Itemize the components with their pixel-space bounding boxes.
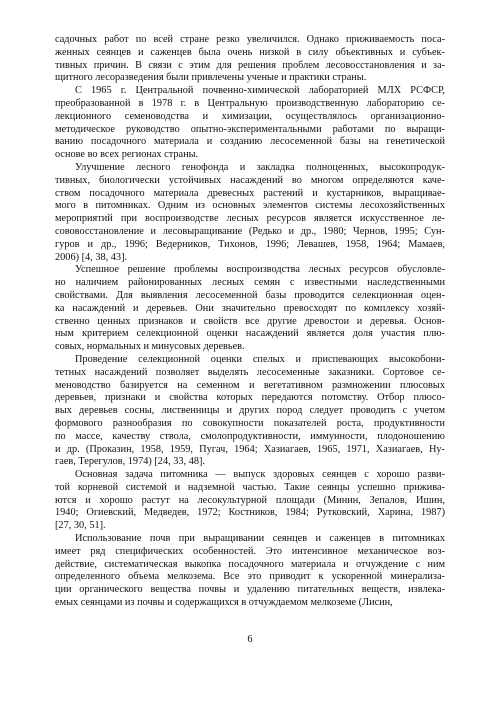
text-line: и др. (Проказин, 1958, 1959, Пугач, 1964; Хазиагаев, 1965, 1971, Хазиагаев, Ну- [55, 443, 445, 455]
text-line: 2006) [4, 38, 43]. [55, 251, 128, 263]
text-line: лекционного семеноводства и химизации, осуществлялось организационно- [55, 110, 445, 122]
text-line: гуров и др., 1996; Ведерников, Тихонов, 1996; Левашев, 1958, 1964; Мамаев, [55, 238, 445, 250]
text-line: Проведение селекционной оценки спелых и приспевающих высокобони- [75, 353, 445, 365]
body-text [55, 34, 445, 610]
text-line: по массе, качеству ствола, смолопродуктивности, иммунности, плодоношению [55, 430, 445, 442]
text-line: ственно ценных признаков и свойств все другие древостои и деревья. Основ- [55, 315, 445, 327]
text-line: меноводство базируется на семенном и вегетативном размножении плюсовых [55, 379, 445, 391]
text-line: свойствами. Для выявления лесосеменной базы проводится селекционная оцен- [55, 289, 445, 301]
text-line: ются и хорошо растут на лесокультурной площади (Минин, Зепалов, Ишин, [55, 494, 445, 506]
text-line: емых сеянцами из почвы и содержащихся в отчуждаемом мелкоземе (Лисин, [55, 597, 393, 609]
text-line: деревьев, признаки и свойства которых передаются потомству. Отбор плюсо- [55, 392, 445, 404]
text-line: Основная задача питомника — выпуск здоровых сеянцев с хорошо разви- [75, 469, 445, 481]
paragraph [55, 354, 445, 469]
paragraph [55, 85, 445, 162]
text-line: но наличием районированных лесных семян с известными наследственными [55, 277, 445, 289]
text-line: сововосстановление и лесовыращивание (Редько и др., 1980; Чернов, 1995; Сун- [55, 225, 445, 237]
text-line: женных сеянцев и саженцев была очень низкой в силу объективных и субъек- [55, 46, 445, 58]
text-line: щитного лесоразведения были привлечены ученые и практики страны. [55, 72, 367, 84]
text-line: ным критерием селекционной оценки насаждений является доля участия плю- [55, 328, 445, 340]
text-line: тивных причин. В связи с этим для решения проблем лесовосстановления и за- [55, 59, 445, 71]
text-line: той корневой системой и надземной частью. Такие сеянцы успешно прижива- [55, 481, 445, 493]
text-line: гаев, Терегулов, 1974) [24, 33, 48]. [55, 456, 205, 468]
text-line: ством посадочного материала древесных растений и кустарников, выращивае- [55, 187, 445, 199]
text-line: мого в питомниках. Одним из основных элементов системы лесохозяйственных [55, 200, 445, 212]
text-line: ка насаждений и деревьев. Они значительно превосходят по комплексу хозяй- [55, 302, 445, 314]
text-line: основе во всех регионах страны. [55, 149, 199, 161]
text-line: Использование почв при выращивании сеянцев и саженцев в питомниках [75, 533, 445, 545]
text-line: 1940; Огиевский, Медведев, 1972; Костников, 1984; Рутковский, Харина, 1987) [55, 507, 445, 519]
text-line: вых деревьев сосны, лиственницы и других пород следует проводить с учетом [55, 405, 445, 417]
text-line: [27, 30, 51]. [55, 520, 106, 532]
paragraph [55, 469, 445, 533]
paragraph [55, 34, 445, 85]
text-line: садочных работ по всей стране резко увеличился. Однако приживаемость поса- [55, 34, 445, 45]
text-line: совых, нормальных и минусовых деревьев. [55, 341, 245, 353]
text-line: действие, систематическая выкопка посадочного материала и отчуждение с ним [55, 558, 445, 570]
text-line: методическое руководство опытно-экспериментальными работами по выращи- [55, 123, 445, 135]
text-line: формового разнообразия по совокупности показателей роста, продуктивности [55, 417, 445, 429]
paragraph [55, 162, 445, 264]
text-line: С 1965 г. Центральной почвенно-химической лабораторией МЛХ РСФСР, [75, 85, 445, 97]
text-line: Улучшение лесного генофонда и закладка полноценных, высокопродук- [75, 161, 445, 173]
page-number: 6 [247, 634, 253, 645]
text-line: имеет ряд специфических особенностей. Это интенсивное механическое воз- [55, 545, 445, 557]
paragraph [55, 264, 445, 354]
text-line: мероприятий при воспроизводстве лесных ресурсов является искусственное ле- [55, 213, 445, 225]
text-line: Успешное решение проблемы воспроизводства лесных ресурсов обусловле- [75, 264, 445, 276]
text-line: определенного объема мелкозема. Все это приводит к ускоренной минерализа- [55, 571, 445, 583]
text-line: тетных насаждений позволяет выделять лесосеменные заказники. Сортовое се- [55, 366, 445, 378]
text-line: тивных, биологически устойчивых насаждений во многом определяются каче- [55, 174, 445, 186]
text-line: ции органического вещества почвы и удалению питательных веществ, извлека- [55, 584, 445, 596]
paragraph [55, 533, 445, 610]
text-line: ванию посадочного материала и созданию лесосеменной базы на генетической [55, 136, 445, 148]
text-line: преобразованной в 1978 г. в Центральную производственную лабораторию се- [55, 97, 445, 109]
